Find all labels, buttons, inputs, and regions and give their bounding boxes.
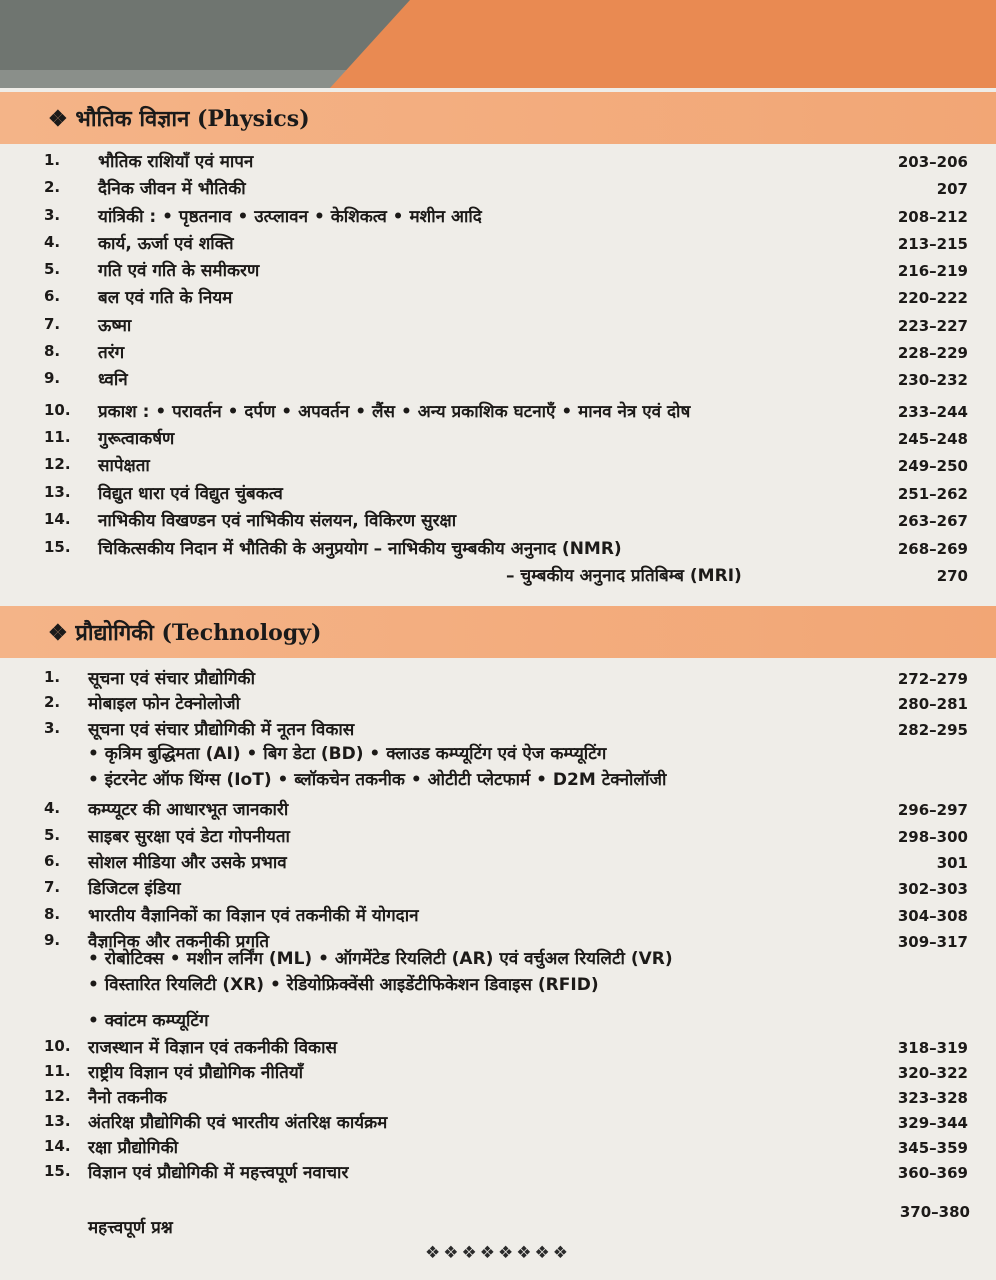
tech-item-topic: विज्ञान एवं प्रौद्योगिकी में महत्त्वपूर्ण नवाचार [88,1163,349,1183]
physics-item-number: 12. [44,455,71,473]
tech-item-pages: 360–369 [897,1164,968,1182]
physics-item-topic: भौतिक राशियाँ एवं मापन [98,152,254,172]
physics-item-number: 6. [44,287,61,305]
tech-item-topic: मोबाइल फोन टेक्नोलोजी [88,694,241,714]
physics-item-15-continuation [0,562,996,589]
tech-item-number: 4. [44,799,61,817]
tech-item-topic: वैज्ञानिक और तकनीकी प्रगति [88,932,270,952]
tech-item-9-sub-3: • क्वांटम कम्प्यूटिंग [88,1011,209,1031]
tech-item-pages: 280–281 [897,695,968,713]
physics-item-topic: प्रकाश : • परावर्तन • दर्पण • अपवर्तन • लैंस • अन्य प्रकाशिक घटनाएँ • मानव नेत्र एवं दोष [98,402,691,422]
physics-item-number: 5. [44,260,61,278]
tech-item-pages: 309–317 [897,933,968,951]
tech-item-topic: अंतरिक्ष प्रौद्योगिकी एवं भारतीय अंतरिक्ष कार्यक्रम [88,1113,388,1133]
physics-item-pages: 249–250 [897,457,968,475]
tech-item-5 [0,823,996,850]
tech-item-9-sub-1: • रोबोटिक्स • मशीन लर्निंग (ML) • ऑगमेंटेड रियलिटी (AR) एवं वर्चुअल रियलिटी (VR) [88,949,673,969]
physics-item-6 [0,284,996,311]
physics-item-pages: 230–232 [897,371,968,389]
physics-item-number: 14. [44,510,71,528]
physics-item-topic: ऊष्मा [98,316,132,336]
tech-item-3 [0,716,996,743]
physics-item-number: 9. [44,369,61,387]
physics-item-topic: गुरूत्वाकर्षण [98,429,175,449]
tech-item-9-sub-2: • विस्तारित रियलिटी (XR) • रेडियोफ्रिक्वेंसी आइडेंटीफिकेशन डिवाइस (RFID) [88,975,599,995]
tech-item-number: 3. [44,719,61,737]
tech-item-number: 6. [44,852,61,870]
physics-item-topic: कार्य, ऊर्जा एवं शक्ति [98,234,234,254]
tech-item-7 [0,875,996,902]
tech-item-pages: 272–279 [897,670,968,688]
physics-item-number: 2. [44,178,61,196]
physics-item-number: 15. [44,538,71,556]
physics-item-12 [0,452,996,479]
tech-item-topic: राजस्थान में विज्ञान एवं तकनीकी विकास [88,1038,337,1058]
physics-item-number: 7. [44,315,61,333]
tech-item-6 [0,849,996,876]
physics-item-number: 13. [44,483,71,501]
physics-item-14 [0,507,996,534]
physics-item-pages: 208–212 [897,208,968,226]
physics-item-pages: 268–269 [897,540,968,558]
important-questions-pages: 370–380 [899,1203,970,1221]
tech-item-8 [0,902,996,929]
physics-item-pages: 245–248 [897,430,968,448]
physics-item-pages: 213–215 [897,235,968,253]
tech-item-number: 5. [44,826,61,844]
physics-item-pages: 263–267 [897,512,968,530]
physics-item-topic: सापेक्षता [98,456,150,476]
tech-item-13 [0,1109,996,1136]
physics-item-2 [0,175,996,202]
technology-section-header [0,606,996,658]
tech-item-pages: 302–303 [897,880,968,898]
tech-item-number: 8. [44,905,61,923]
physics-item-3 [0,203,996,230]
technology-section-title: ❖ प्रौद्योगिकी (Technology) [48,620,322,646]
physics-item-pages: 228–229 [897,344,968,362]
tech-item-number: 13. [44,1112,71,1130]
physics-item-pages: 203–206 [897,153,968,171]
physics-item-8 [0,339,996,366]
tech-item-topic: सूचना एवं संचार प्रौद्योगिकी में नूतन विकास [88,720,355,740]
tech-item-number: 9. [44,931,61,949]
tech-item-pages: 301 [936,854,968,872]
physics-item-number: 8. [44,342,61,360]
physics-item-topic: नाभिकीय विखण्डन एवं नाभिकीय संलयन, विकिरण सुरक्षा [98,511,457,531]
tech-item-number: 1. [44,668,61,686]
tech-item-topic: सूचना एवं संचार प्रौद्योगिकी [88,669,255,689]
tech-item-topic: डिजिटल इंडिया [88,879,181,899]
physics-item-number: 1. [44,151,61,169]
physics-section-title: ❖ भौतिक विज्ञान (Physics) [48,106,310,132]
physics-item-number: 10. [44,401,71,419]
physics-item-topic: बल एवं गति के नियम [98,288,233,308]
physics-item-pages: 216–219 [897,262,968,280]
tech-item-10 [0,1034,996,1061]
physics-item-4 [0,230,996,257]
tech-item-3-sub-2: • इंटरनेट ऑफ थिंग्स (IoT) • ब्लॉकचेन तकनीक • ओटीटी प्लेटफार्म • D2M टेक्नोलॉजी [88,770,667,790]
tech-item-pages: 282–295 [897,721,968,739]
tech-item-number: 2. [44,693,61,711]
tech-item-12 [0,1084,996,1111]
tech-item-number: 12. [44,1087,71,1105]
tech-item-number: 15. [44,1162,71,1180]
tech-item-topic: भारतीय वैज्ञानिकों का विज्ञान एवं तकनीकी में योगदान [88,906,419,926]
physics-item-11 [0,425,996,452]
tech-item-pages: 296–297 [897,801,968,819]
physics-item-5 [0,257,996,284]
physics-section-header [0,92,996,144]
tech-item-topic: नैनो तकनीक [88,1088,167,1108]
tech-item-number: 7. [44,878,61,896]
tech-item-11 [0,1059,996,1086]
tech-item-number: 10. [44,1037,71,1055]
physics-item-pages: 220–222 [897,289,968,307]
tech-item-pages: 298–300 [897,828,968,846]
tech-item-14 [0,1134,996,1161]
physics-item-pages: 223–227 [897,317,968,335]
physics-item-13 [0,480,996,507]
top-orange-band [330,0,996,88]
tech-item-topic: रक्षा प्रौद्योगिकी [88,1138,179,1158]
tech-item-pages: 329–344 [897,1114,968,1132]
tech-item-pages: 323–328 [897,1089,968,1107]
physics-item-topic: गति एवं गति के समीकरण [98,261,260,281]
important-questions-label: महत्त्वपूर्ण प्रश्न [88,1218,173,1238]
physics-item-topic: तरंग [98,343,125,363]
tech-item-number: 11. [44,1062,71,1080]
tech-item-topic: राष्ट्रीय विज्ञान एवं प्रौद्योगिक नीतियाँ [88,1063,304,1083]
physics-item-9 [0,366,996,393]
tech-item-15 [0,1159,996,1186]
physics-item-pages: 251–262 [897,485,968,503]
physics-item-15-cont-pages: 270 [936,567,968,585]
physics-item-pages: 233–244 [897,403,968,421]
end-ornament: ❖❖❖❖❖❖❖❖ [425,1243,571,1263]
tech-item-pages: 304–308 [897,907,968,925]
physics-item-number: 4. [44,233,61,251]
tech-item-pages: 320–322 [897,1064,968,1082]
tech-item-topic: साइबर सुरक्षा एवं डेटा गोपनीयता [88,827,290,847]
tech-item-pages: 345–359 [897,1139,968,1157]
physics-item-1 [0,148,996,175]
physics-item-15 [0,535,996,562]
tech-item-1 [0,665,996,692]
physics-item-topic: ध्वनि [98,370,128,390]
tech-item-topic: कम्प्यूटर की आधारभूत जानकारी [88,800,289,820]
physics-item-number: 3. [44,206,61,224]
tech-item-4 [0,796,996,823]
tech-item-number: 14. [44,1137,71,1155]
tech-item-3-sub-1: • कृत्रिम बुद्धिमता (AI) • बिग डेटा (BD) • क्लाउड कम्प्यूटिंग एवं ऐज कम्प्यूटिंग [88,744,607,764]
physics-item-10 [0,398,996,425]
physics-item-7 [0,312,996,339]
physics-item-topic: विद्युत धारा एवं विद्युत चुंबकत्व [98,484,283,504]
physics-item-topic: चिकित्सकीय निदान में भौतिकी के अनुप्रयोग – नाभिकीय चुम्बकीय अनुनाद (NMR) [98,539,622,559]
physics-item-topic: यांत्रिकी : • पृष्ठतनाव • उत्प्लावन • केशिकत्व • मशीन आदि [98,207,482,227]
physics-item-15-cont-topic: – चुम्बकीय अनुनाद प्रतिबिम्ब (MRI) [506,566,742,586]
tech-item-2 [0,690,996,717]
tech-item-pages: 318–319 [897,1039,968,1057]
physics-item-number: 11. [44,428,71,446]
physics-item-topic: दैनिक जीवन में भौतिकी [98,179,246,199]
tech-item-topic: सोशल मीडिया और उसके प्रभाव [88,853,287,873]
physics-item-pages: 207 [936,180,968,198]
